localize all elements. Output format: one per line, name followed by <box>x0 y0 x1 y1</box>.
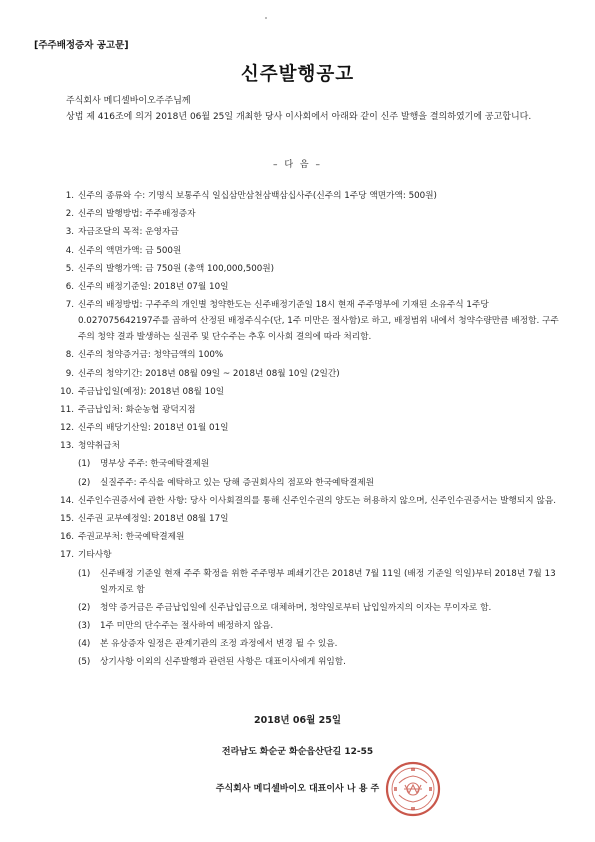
addressee: 주식회사 메디셀바이오주주님께 <box>66 96 191 106</box>
sub-item <box>56 600 564 616</box>
sub-item <box>56 475 564 491</box>
section-heading: – 다 음 – <box>273 160 322 170</box>
list-item <box>56 547 564 563</box>
item-number: 4. <box>65 245 74 256</box>
list-item <box>56 402 564 418</box>
sub-item-text: 명부상 주주: 한국예탁결제원 <box>100 459 210 470</box>
item-number: 8. <box>65 350 74 361</box>
item-text: 신주의 청약증거금: 청약금액의 100% <box>78 350 224 361</box>
intro-paragraph: 상법 제 416조에 의거 2018년 06월 25일 개최한 당사 이사회에서 아래와 같이 신주 발행을 결의하였기에 공고합니다. <box>66 112 532 122</box>
company-signature: 주식회사 메디셀바이오 대표이사 나 용 주 <box>215 784 380 794</box>
list-item <box>56 243 564 259</box>
sub-item-text: 신주배정 기준일 현재 주주 확정을 위한 주주명부 폐쇄기간은 2018년 7월 11일 (배정 기준일 익일)부터 2018년 7월 13일까지로 함 <box>100 568 556 595</box>
list-item <box>56 347 564 363</box>
sub-item-text: 본 유상증자 일정은 관계기관의 조정 과정에서 변경 될 수 있음. <box>100 639 338 650</box>
sub-item <box>56 654 564 670</box>
sub-item-number: (1) <box>78 459 91 470</box>
sub-item-number: (2) <box>78 602 91 613</box>
sub-item-number: (2) <box>78 477 91 488</box>
company-seal-icon <box>385 761 441 817</box>
item-list <box>56 188 564 673</box>
sub-item <box>56 636 564 652</box>
item-number: 2. <box>65 209 74 220</box>
item-text: 신주의 발행가액: 금 750원 (총액 100,000,500원) <box>78 263 275 274</box>
item-number: 12. <box>60 423 74 434</box>
item-text: 신주의 액면가액: 금 500원 <box>78 245 182 256</box>
list-item <box>56 206 564 222</box>
item-text: 신주의 배정방법: 구주주의 개인별 청약한도는 신주배정기준일 18시 현재 주주명부에 기재된 소유주식 1주당 0.027075642197주를 곱하여 산정된 배정주식수(단, 1주 미만은 절사함)로 하고, 배정범위 내에서 청약수량만큼 배정함. 구주주의 청약 결과 발생하는 실권주 및 단수주는 추후 이사회 결의에 따라 처리함. <box>78 300 559 343</box>
list-item <box>56 438 564 454</box>
notice-tag: [주주배정증자 공고문] <box>34 40 129 51</box>
item-text: 주금납입일(예정): 2018년 08월 10일 <box>78 386 225 397</box>
item-text: 신주의 배당기산일: 2018년 01월 01일 <box>78 423 229 434</box>
item-number: 6. <box>65 281 74 292</box>
item-text: 신주인수권증서에 관한 사항: 당사 이사회결의를 통해 신주인수권의 양도는 허용하지 않으며, 신주인수권증서는 발행되지 않음. <box>78 495 556 506</box>
item-number: 14. <box>60 495 74 506</box>
sub-item-text: 청약 증거금은 주금납입일에 신주납입금으로 대체하며, 청약일로부터 납입일까지의 이자는 무이자로 함. <box>100 602 492 613</box>
company-address: 전라남도 화순군 화순읍산단길 12-55 <box>221 747 374 757</box>
item-text: 신주의 배정기준일: 2018년 07월 10일 <box>78 281 229 292</box>
list-item <box>56 420 564 436</box>
sub-item <box>56 456 564 472</box>
item-text: 청약취급처 <box>78 441 120 452</box>
item-number: 11. <box>60 404 74 415</box>
item-number: 13. <box>60 441 74 452</box>
sub-item-text: 상기사항 이외의 신주발행과 관련된 사항은 대표이사에게 위임함. <box>100 657 346 668</box>
item-number: 3. <box>65 227 74 238</box>
sub-item-number: (4) <box>78 639 91 650</box>
item-number: 15. <box>60 514 74 524</box>
list-item <box>56 297 564 345</box>
item-number: 10. <box>60 386 74 397</box>
list-item <box>56 188 564 204</box>
list-item <box>56 261 564 277</box>
item-text: 신주의 청약기간: 2018년 08월 09일 ~ 2018년 08월 10일 (2일간) <box>78 368 340 379</box>
list-item <box>56 279 564 295</box>
item-number: 5. <box>65 263 74 274</box>
item-number: 1. <box>65 191 74 201</box>
list-item <box>56 384 564 400</box>
item-text: 주권교부처: 한국예탁결제원 <box>78 532 185 543</box>
item-number: 17. <box>60 550 74 561</box>
item-text: 신주의 종류와 수: 기명식 보통주식 일십삼만삼천삼백삼십사주(신주의 1주당 액면가액: 500원) <box>78 191 437 201</box>
list-item <box>56 493 564 509</box>
sub-item-number: (1) <box>78 568 91 579</box>
item-text: 자금조달의 목적: 운영자금 <box>78 227 179 238</box>
sub-item-number: (3) <box>78 620 91 631</box>
scan-mark <box>265 17 267 19</box>
item-number: 9. <box>65 368 74 379</box>
list-item <box>56 366 564 382</box>
list-item <box>56 529 564 545</box>
sub-item-number: (5) <box>78 657 91 668</box>
page-title: 신주발행공고 <box>240 64 355 85</box>
item-number: 7. <box>65 300 74 311</box>
item-text: 기타사항 <box>78 550 112 561</box>
sub-item-text: 실질주주: 주식을 예탁하고 있는 당해 증권회사의 점포와 한국예탁결제원 <box>100 477 375 488</box>
sub-item-text: 1주 미만의 단수주는 절사하여 배정하지 않음. <box>100 620 274 631</box>
list-item <box>56 511 564 527</box>
item-text: 신주권 교부예정일: 2018년 08월 17일 <box>78 514 229 524</box>
notice-date: 2018년 06월 25일 <box>253 715 342 726</box>
item-number: 16. <box>60 532 74 543</box>
list-item <box>56 224 564 240</box>
item-text: 주금납입처: 화순농협 광덕지점 <box>78 404 196 415</box>
item-text: 신주의 발행방법: 주주배정증자 <box>78 209 196 220</box>
sub-item <box>56 566 564 598</box>
sub-item <box>56 618 564 634</box>
